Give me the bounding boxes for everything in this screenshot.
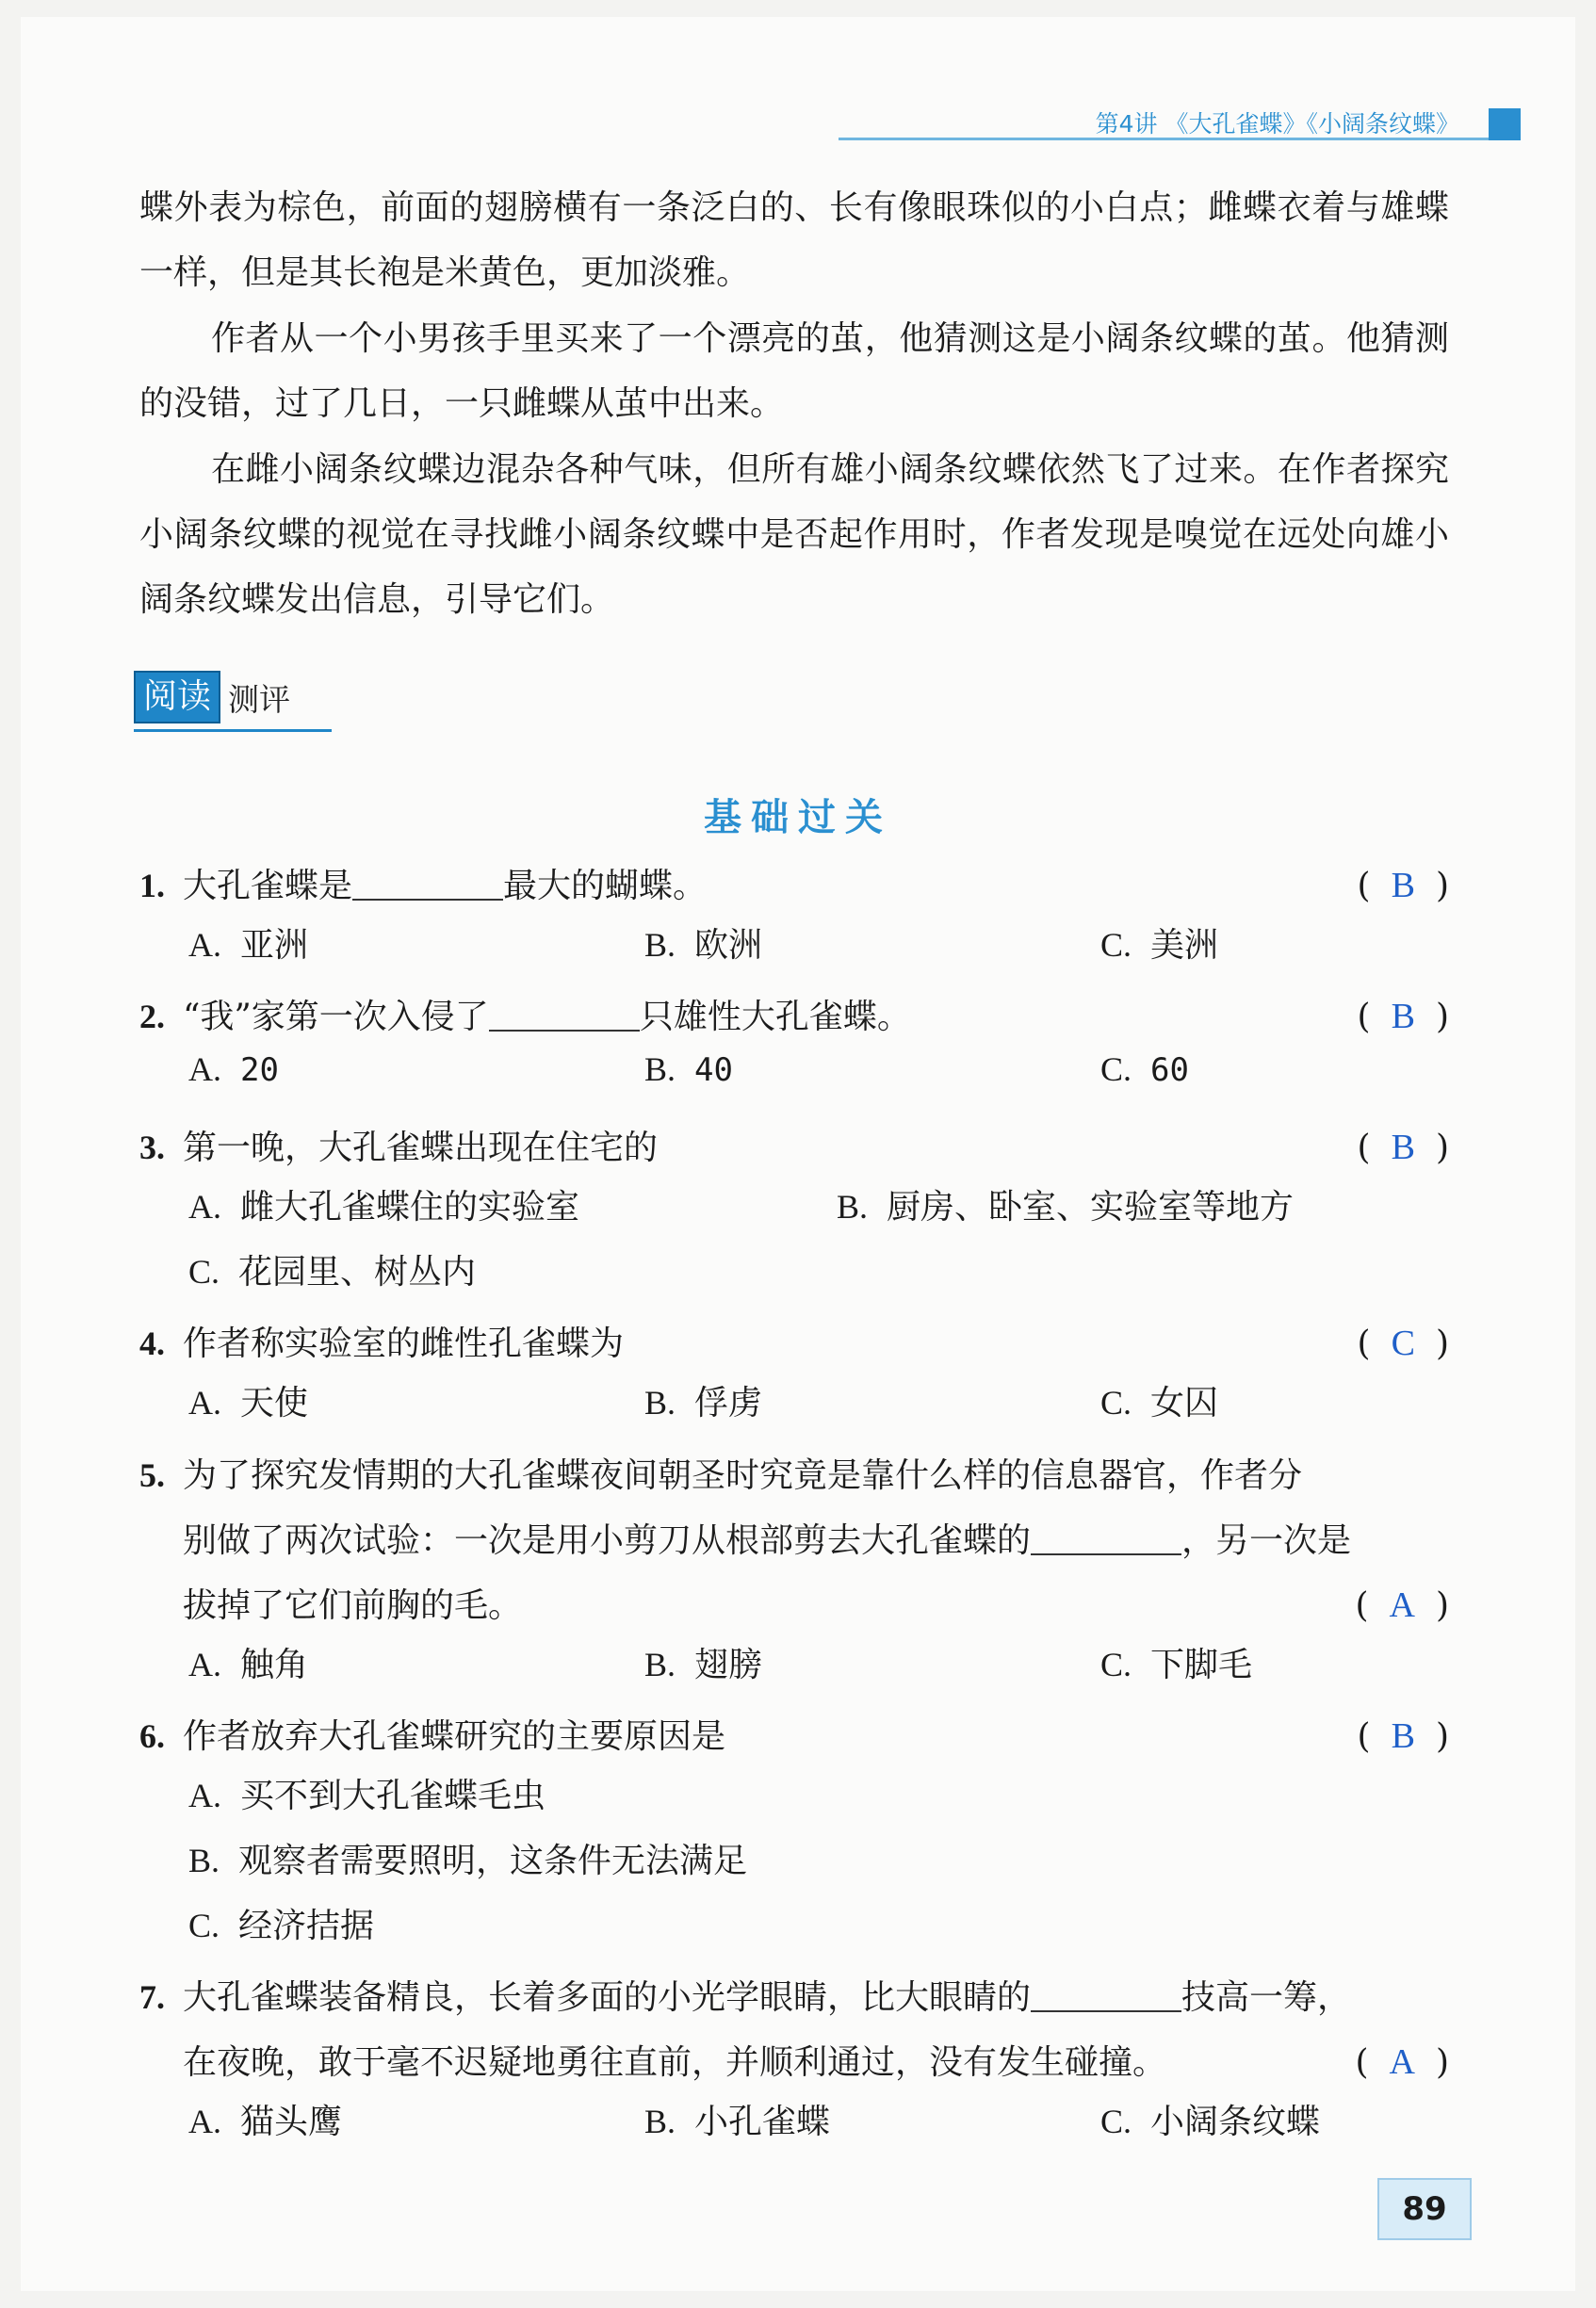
question-number: 1. — [139, 867, 165, 904]
summary-paragraph-2: 作者从一个小男孩手里买来了一个漂亮的茧，他猜测这是小阔条纹蝶的茧。他猜测的没错，过了几日，一只雌蝶从茧中出来。 — [139, 319, 1449, 423]
option-b[interactable]: B. 小孔雀蝶 — [644, 2103, 831, 2141]
option-a[interactable]: A. 触角 — [188, 1646, 309, 1684]
reading-tag-label: 测评 — [228, 680, 291, 718]
question-4 — [139, 1311, 1449, 1376]
question-5 — [139, 1443, 1449, 1508]
question-text: 为了探究发情期的大孔雀蝶夜间朝圣时究竟是靠什么样的信息器官，作者分 — [183, 1456, 1303, 1495]
option-a[interactable]: A. 雌大孔雀蝶住的实验室 — [188, 1188, 580, 1227]
fill-blank[interactable] — [1031, 1520, 1181, 1555]
section-title: 基础过关 — [704, 796, 892, 839]
option-b[interactable]: B. 观察者需要照明，这条件无法满足 — [188, 1842, 748, 1880]
option-a[interactable]: A. 天使 — [188, 1384, 309, 1422]
question-text: 作者称实验室的雌性孔雀蝶为 — [183, 1325, 625, 1363]
paren-open: ( — [1357, 867, 1371, 905]
question-text: 大孔雀蝶装备精良，长着多面的小光学眼睛，比大眼睛的 — [183, 1978, 1032, 2017]
question-3 — [139, 1115, 1449, 1180]
question-number: 5. — [139, 1456, 165, 1494]
question-number: 3. — [139, 1129, 165, 1166]
answer-slot: ( A ) — [1355, 1585, 1449, 1625]
answer-slot: ( B ) — [1357, 997, 1449, 1036]
option-b[interactable]: B. 厨房、卧室、实验室等地方 — [837, 1188, 1295, 1227]
option-a[interactable]: A. 买不到大孔雀蝶毛虫 — [188, 1777, 546, 1815]
question-7-line-2 — [183, 2030, 1449, 2095]
answer-slot: ( B ) — [1357, 1716, 1449, 1756]
question-text: ，另一次是 — [1181, 1521, 1352, 1560]
tag-underline — [134, 729, 332, 732]
reading-test-tag — [134, 671, 290, 723]
option-c[interactable]: C. 60 — [1100, 1050, 1189, 1089]
answer-letter[interactable]: A — [1389, 2042, 1415, 2082]
option-c[interactable]: C. 美洲 — [1100, 926, 1219, 965]
answer-letter[interactable]: A — [1389, 1585, 1415, 1625]
question-number: 6. — [139, 1717, 165, 1755]
summary-paragraph-3: 在雌小阔条纹蝶边混杂各种气味，但所有雄小阔条纹蝶依然飞了过来。在作者探究小阔条纹蝶的视觉在寻找雌小阔条纹蝶中是否起作用时，作者发现是嗅觉在远处向雄小阔条纹蝶发出信息，引导它们。 — [139, 450, 1449, 619]
paren-close: ) — [1435, 867, 1449, 905]
question-text: 最大的蝴蝶。 — [503, 867, 708, 905]
answer-slot: ( C ) — [1357, 1324, 1449, 1363]
answer-slot: ( B ) — [1357, 1128, 1449, 1167]
option-c[interactable]: C. 小阔条纹蝶 — [1100, 2103, 1321, 2141]
option-c[interactable]: C. 下脚毛 — [1100, 1646, 1253, 1684]
answer-slot: ( A ) — [1355, 2042, 1449, 2082]
answer-letter[interactable]: B — [1391, 866, 1415, 905]
option-c[interactable]: C. 女囚 — [1100, 1384, 1219, 1422]
question-5-line-2 — [183, 1508, 1449, 1573]
reading-tag-box: 阅读 — [134, 671, 220, 723]
option-b[interactable]: B. 翅膀 — [644, 1646, 763, 1684]
option-c[interactable]: C. 经济拮据 — [188, 1907, 375, 1945]
header-block-marker — [1489, 108, 1521, 140]
question-text: 别做了两次试验：一次是用小剪刀从根部剪去大孔雀蝶的 — [183, 1521, 1032, 1560]
question-number: 2. — [139, 998, 165, 1035]
question-7 — [139, 1965, 1449, 2030]
question-text: 第一晚，大孔雀蝶出现在住宅的 — [183, 1129, 659, 1167]
question-5-line-3 — [183, 1573, 1449, 1638]
answer-letter[interactable]: B — [1391, 997, 1415, 1036]
option-b[interactable]: B. 欧洲 — [644, 926, 763, 965]
question-text: “我”家第一次入侵了 — [183, 998, 489, 1036]
answer-letter[interactable]: C — [1391, 1324, 1415, 1363]
question-text: 大孔雀蝶是 — [183, 867, 353, 905]
answer-letter[interactable]: B — [1391, 1128, 1415, 1167]
option-a[interactable]: A. 20 — [188, 1050, 279, 1089]
fill-blank[interactable] — [352, 865, 503, 901]
fill-blank[interactable] — [489, 996, 640, 1032]
page-number: 89 — [1377, 2178, 1472, 2240]
question-text: 技高一筹， — [1181, 1978, 1352, 2017]
question-number: 4. — [139, 1325, 165, 1362]
question-1 — [139, 853, 1449, 918]
question-text: 作者放弃大孔雀蝶研究的主要原因是 — [183, 1717, 726, 1756]
question-text: 拔掉了它们前胸的毛。 — [183, 1586, 523, 1625]
question-number: 7. — [139, 1978, 165, 2016]
option-b[interactable]: B. 40 — [644, 1050, 733, 1089]
answer-letter[interactable]: B — [1391, 1716, 1415, 1756]
header-rule — [839, 138, 1489, 140]
option-b[interactable]: B. 俘虏 — [644, 1384, 763, 1422]
option-a[interactable]: A. 猫头鹰 — [188, 2103, 343, 2141]
fill-blank[interactable] — [1031, 1976, 1181, 2012]
question-text: 在夜晚，敢于毫不迟疑地勇往直前，并顺利通过，没有发生碰撞。 — [183, 2043, 1167, 2082]
question-text: 只雄性大孔雀蝶。 — [639, 998, 911, 1036]
question-2 — [139, 984, 1449, 1049]
summary-paragraph-1: 蝶外表为棕色，前面的翅膀横有一条泛白的、长有像眼珠似的小白点；雌蝶衣着与雄蝶一样，但是其长袍是米黄色，更加淡雅。 — [139, 188, 1449, 292]
answer-slot — [1358, 853, 1449, 918]
chapter-header: 第4讲 《大孔雀蝶》《小阔条纹蝶》 — [1095, 110, 1459, 138]
question-6 — [139, 1704, 1449, 1769]
option-a[interactable]: A. 亚洲 — [188, 926, 309, 965]
option-c[interactable]: C. 花园里、树丛内 — [188, 1253, 477, 1292]
